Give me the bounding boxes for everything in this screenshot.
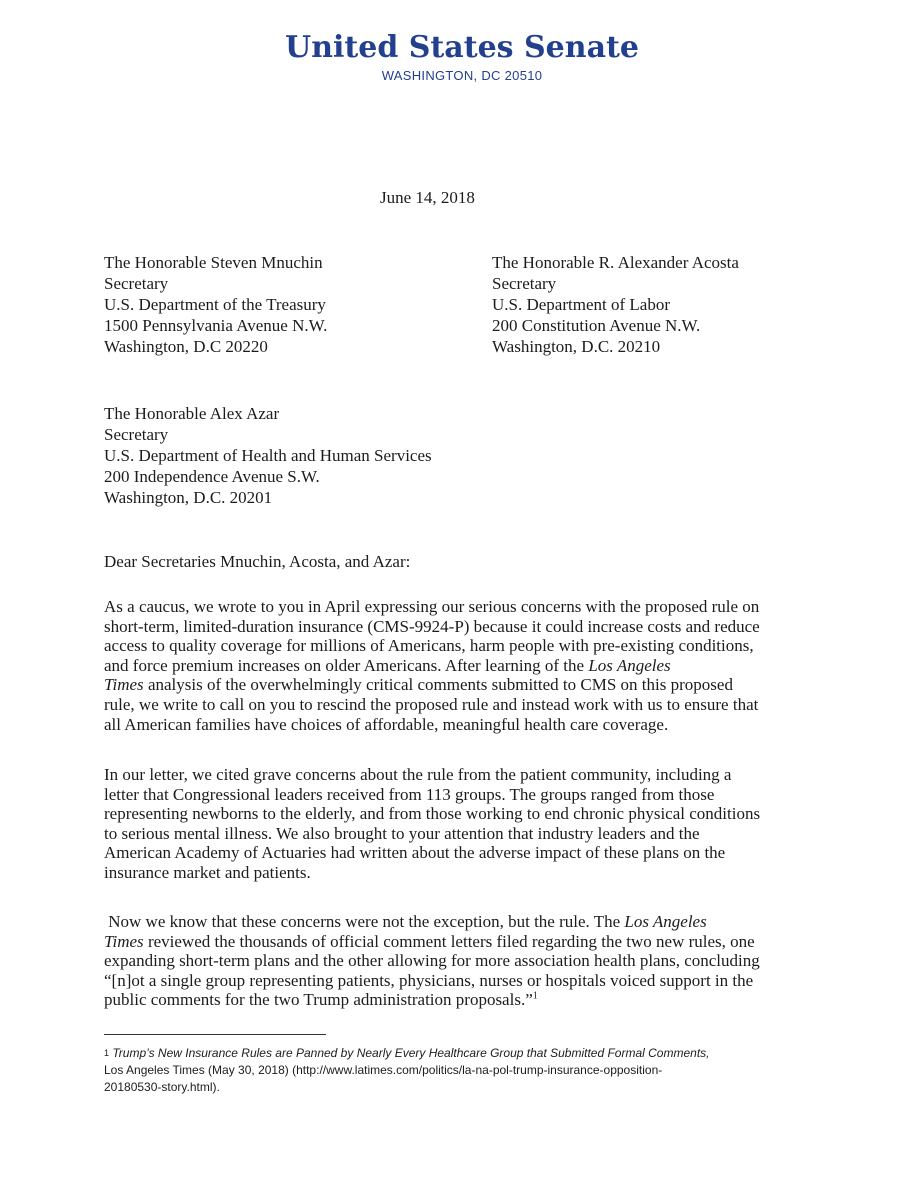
publication-name: Los Angeles bbox=[624, 912, 707, 931]
addressee-city: Washington, D.C. 20201 bbox=[104, 488, 273, 507]
paragraph-line: expanding short-term plans and the other allowing for more association health plans, concluding bbox=[104, 951, 760, 971]
senate-title: United States Senate bbox=[285, 30, 639, 65]
addressee-name: The Honorable Alex Azar bbox=[104, 404, 280, 423]
letter-date: June 14, 2018 bbox=[380, 188, 475, 207]
paragraph-2 bbox=[104, 765, 820, 883]
addressee-street: 200 Independence Avenue S.W. bbox=[104, 467, 320, 486]
footnote-line: 20180530-story.html). bbox=[104, 1080, 220, 1094]
addressee-department: U.S. Department of the Treasury bbox=[104, 295, 326, 314]
paragraph-line bbox=[104, 932, 820, 952]
addressee-azar bbox=[104, 403, 432, 508]
addressee-name: The Honorable Steven Mnuchin bbox=[104, 253, 323, 272]
publication-name: Los Angeles bbox=[588, 655, 671, 675]
addressee-mnuchin bbox=[104, 252, 327, 357]
footnote-title: Trump’s New Insurance Rules are Panned by Nearly Every Healthcare Group that Submitted Formal Comments, bbox=[109, 1046, 710, 1060]
addressee-acosta bbox=[492, 252, 739, 357]
paragraph-line: insurance market and patients. bbox=[104, 862, 311, 882]
publication-name: Times bbox=[104, 675, 144, 695]
footnote-line bbox=[104, 1045, 824, 1062]
text-run: and force premium increases on older Americans. After learning of the bbox=[104, 655, 589, 675]
paragraph-line bbox=[104, 675, 820, 695]
footnote bbox=[104, 1045, 824, 1096]
paragraph-line: all American families have choices of affordable, meaningful health care coverage. bbox=[104, 714, 669, 734]
addressee-name: The Honorable R. Alexander Acosta bbox=[492, 253, 739, 272]
addressee-city: Washington, D.C 20220 bbox=[104, 337, 268, 356]
salutation: Dear Secretaries Mnuchin, Acosta, and Azar: bbox=[104, 552, 411, 571]
footnote-number: 1 bbox=[104, 1048, 110, 1058]
footnote-line: Los Angeles Times (May 30, 2018) (http://www.latimes.com/politics/la-na-pol-trump-insurance-opposition- bbox=[104, 1063, 663, 1077]
paragraph-line: representing newborns to the elderly, and from those working to end chronic physical conditions bbox=[104, 804, 761, 824]
text-run: analysis of the overwhelmingly critical comments submitted to CMS on this proposed bbox=[143, 675, 733, 695]
paragraph-line bbox=[104, 656, 820, 676]
addressee-street: 200 Constitution Avenue N.W. bbox=[492, 316, 701, 335]
text-run: reviewed the thousands of official comment letters filed regarding the two new rules, one bbox=[143, 931, 755, 951]
addressee-street: 1500 Pennsylvania Avenue N.W. bbox=[104, 316, 328, 335]
paragraph-line: short-term, limited-duration insurance (CMS-9924-P) because it could increase costs and reduce bbox=[104, 616, 760, 636]
addressee-title: Secretary bbox=[104, 274, 169, 293]
letterhead bbox=[0, 30, 924, 83]
paragraph-line: “[n]ot a single group representing patients, physicians, nurses or hospitals voiced support in the bbox=[104, 970, 754, 990]
addressee-city: Washington, D.C. 20210 bbox=[492, 337, 661, 356]
paragraph-line: In our letter, we cited grave concerns about the rule from the patient community, including a bbox=[104, 765, 732, 784]
paragraph-line: to serious mental illness. We also brought to your attention that industry leaders and the bbox=[104, 823, 700, 843]
footnote-divider bbox=[104, 1034, 326, 1035]
paragraph-line: American Academy of Actuaries had written about the adverse impact of these plans on the bbox=[104, 843, 726, 863]
addressee-department: U.S. Department of Labor bbox=[492, 295, 670, 314]
text-run: public comments for the two Trump administration proposals.” bbox=[104, 990, 533, 1010]
text-run: Now we know that these concerns were not the exception, but the rule. The bbox=[104, 912, 625, 931]
paragraph-line: rule, we write to call on you to rescind the proposed rule and instead work with us to ensure that bbox=[104, 694, 759, 714]
addressee-title: Secretary bbox=[104, 425, 169, 444]
publication-name: Times bbox=[104, 931, 144, 951]
paragraph-line: letter that Congressional leaders received from 113 groups. The groups ranged from those bbox=[104, 784, 715, 804]
paragraph-1 bbox=[104, 597, 820, 734]
addressee-title: Secretary bbox=[492, 274, 557, 293]
footnote-reference: 1 bbox=[532, 990, 538, 1002]
paragraph-line bbox=[104, 990, 820, 1010]
senate-address: WASHINGTON, DC 20510 bbox=[381, 68, 543, 83]
paragraph-line: As a caucus, we wrote to you in April expressing our serious concerns with the proposed rule on bbox=[104, 597, 760, 616]
paragraph-3 bbox=[104, 912, 820, 1010]
paragraph-line: access to quality coverage for millions of Americans, harm people with pre-existing conditions, bbox=[104, 636, 754, 656]
paragraph-line bbox=[104, 912, 820, 932]
addressee-department: U.S. Department of Health and Human Services bbox=[104, 446, 432, 465]
